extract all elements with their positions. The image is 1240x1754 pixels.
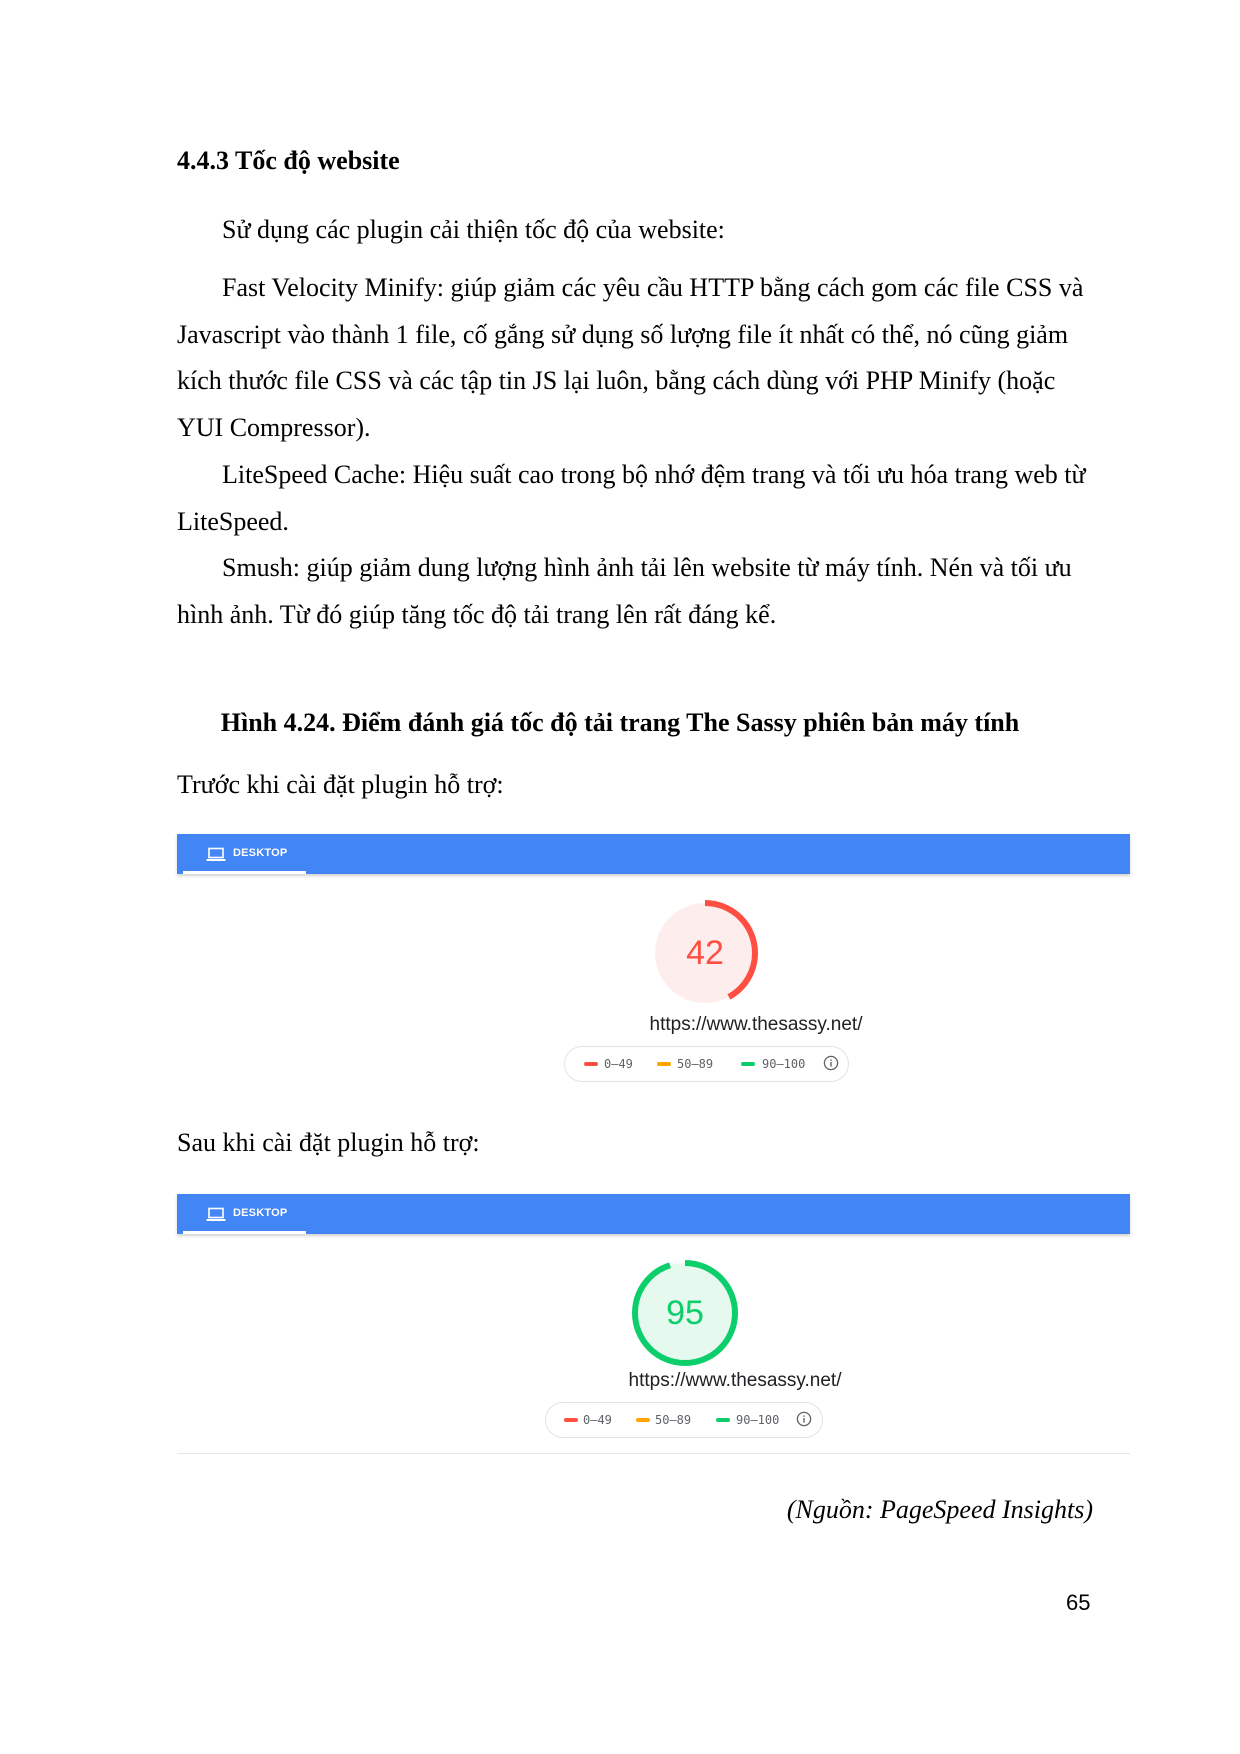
tab-desktop-label: DESKTOP bbox=[233, 847, 288, 859]
legend-swatch-average bbox=[657, 1062, 671, 1066]
figure-source: (Nguồn: PageSpeed Insights) bbox=[786, 1495, 1093, 1524]
legend-good: 90–100 bbox=[762, 1057, 806, 1071]
info-icon[interactable] bbox=[823, 1055, 839, 1071]
legend-good: 90–100 bbox=[736, 1413, 780, 1427]
report-tab-bar bbox=[177, 1194, 1130, 1234]
score-gauge bbox=[650, 898, 760, 1008]
laptop-icon bbox=[206, 847, 226, 862]
laptop-icon bbox=[206, 1207, 226, 1222]
tab-active-indicator bbox=[183, 871, 306, 874]
plugin-smush: Smush: giúp giảm dung lượng hình ảnh tải lên website từ máy tính. Nén và tối ưu hình ảnh. Từ đó giúp tăng tốc độ tải trang lên rất đáng kể. bbox=[177, 553, 1072, 629]
legend-swatch-good bbox=[741, 1062, 755, 1066]
legend-poor: 0–49 bbox=[604, 1057, 633, 1071]
pagespeed-screenshot-after bbox=[177, 1194, 1130, 1454]
tab-desktop[interactable] bbox=[183, 1194, 306, 1234]
plugin-litespeed-cache: LiteSpeed Cache: Hiệu suất cao trong bộ nhớ đệm trang và tối ưu hóa trang web từ LiteSpeed. bbox=[177, 460, 1086, 536]
plugin-fast-velocity-minify: Fast Velocity Minify: giúp giảm các yêu cầu HTTP bằng cách gom các file CSS và Javascript vào thành 1 file, cố gắng sử dụng số lượng file ít nhất có thể, nó cũng giảm kích thước file CSS và các tập tin JS lại luôn, bằng cách dùng với PHP Minify (hoặc YUI Compressor). bbox=[177, 273, 1084, 442]
tested-url: https://www.thesassy.net/ bbox=[649, 1014, 863, 1035]
performance-score: 42 bbox=[686, 934, 724, 972]
tab-active-indicator bbox=[183, 1231, 306, 1234]
tested-url: https://www.thesassy.net/ bbox=[628, 1370, 842, 1391]
pagespeed-screenshot-before bbox=[177, 834, 1130, 1084]
section-heading: 4.4.3 Tốc độ website bbox=[177, 146, 400, 175]
legend-swatch-good bbox=[716, 1418, 730, 1422]
info-icon[interactable] bbox=[796, 1411, 812, 1427]
figure-caption: Hình 4.24. Điểm đánh giá tốc độ tải trang The Sassy phiên bản máy tính bbox=[220, 708, 1020, 737]
legend-average: 50–89 bbox=[677, 1057, 714, 1071]
page-number: 65 bbox=[1066, 1590, 1091, 1615]
performance-score: 95 bbox=[666, 1294, 704, 1332]
after-label: Sau khi cài đặt plugin hỗ trợ: bbox=[177, 1128, 480, 1157]
report-tab-bar bbox=[177, 834, 1130, 874]
tab-desktop[interactable] bbox=[183, 834, 306, 874]
score-legend bbox=[564, 1046, 849, 1082]
before-label: Trước khi cài đặt plugin hỗ trợ: bbox=[177, 770, 504, 799]
legend-swatch-poor bbox=[584, 1062, 598, 1066]
tab-desktop-label: DESKTOP bbox=[233, 1207, 288, 1219]
legend-average: 50–89 bbox=[655, 1413, 692, 1427]
legend-swatch-poor bbox=[564, 1418, 578, 1422]
legend-poor: 0–49 bbox=[583, 1413, 612, 1427]
intro-paragraph: Sử dụng các plugin cải thiện tốc độ của website: bbox=[222, 215, 725, 244]
score-gauge bbox=[630, 1258, 740, 1368]
figure-divider bbox=[177, 1453, 1130, 1454]
score-legend bbox=[545, 1402, 823, 1438]
legend-swatch-average bbox=[636, 1418, 650, 1422]
